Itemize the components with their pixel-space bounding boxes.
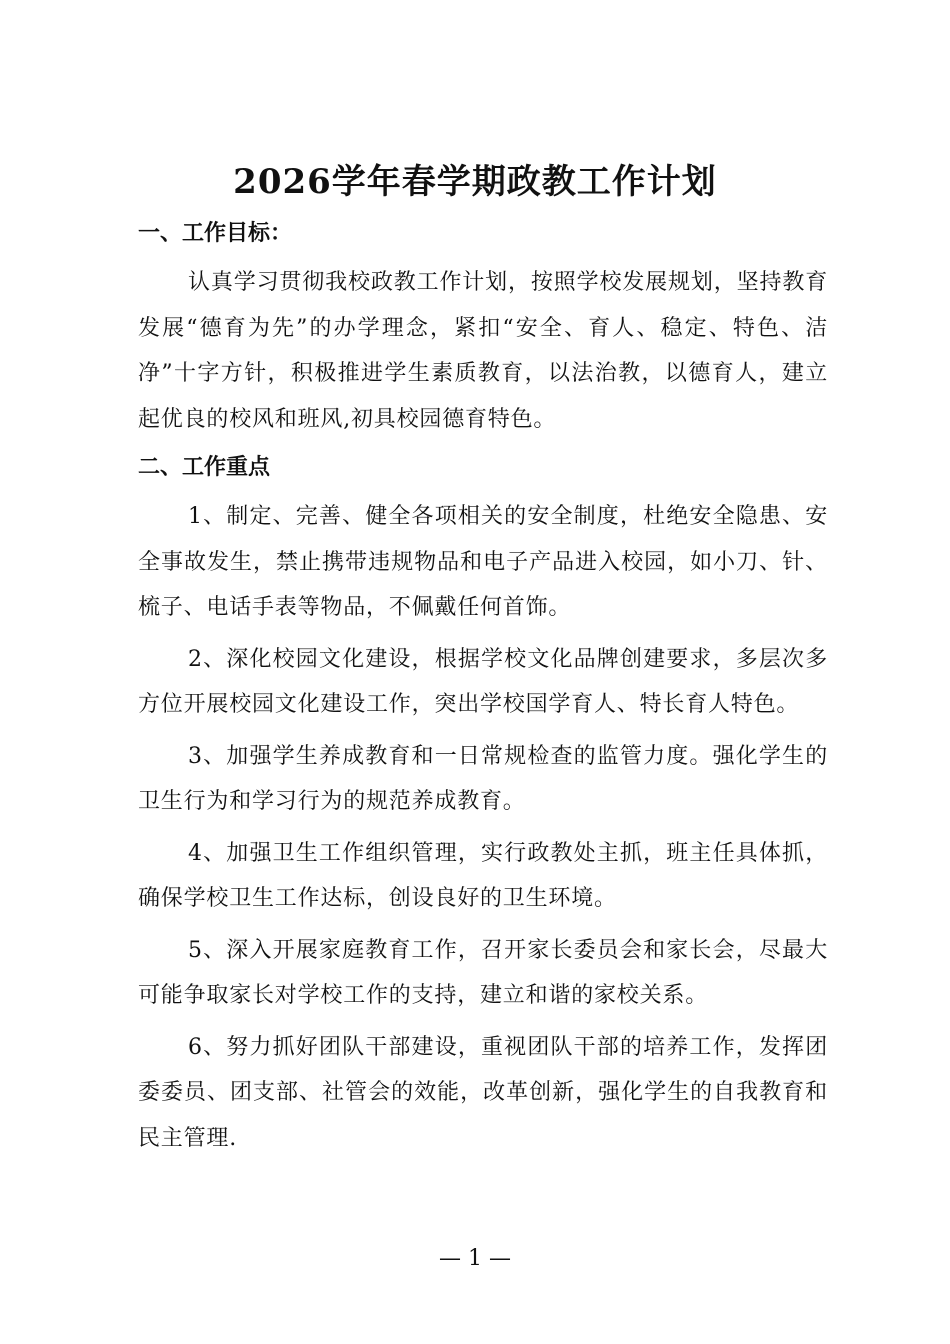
section-heading-key-tasks: 二、工作重点 (138, 455, 271, 480)
key-task-item-2: 2、深化校园文化建设，根据学校文化品牌创建要求，多层次多方位开展校园文化建设工作，突出学校国学育人、特长育人特色。 (138, 646, 828, 717)
section-heading-goals: 一、工作目标： (138, 221, 293, 246)
document-title: 2026学年春学期政教工作计划 (233, 162, 717, 202)
document-body (138, 214, 828, 1167)
goals-paragraph: 认真学习贯彻我校政教工作计划，按照学校发展规划，坚持教育发展“德育为先”的办学理念，紧扣“安全、育人、稳定、特色、洁净”十字方针，积极推进学生素质教育，以法治教，以德育人，建立起优良的校风和班风,初具校园德育特色。 (138, 270, 828, 432)
key-task-item-5: 5、深入开展家庭教育工作，召开家长委员会和家长会，尽最大可能争取家长对学校工作的支持，建立和谐的家校关系。 (138, 937, 828, 1008)
key-task-item-4: 4、加强卫生工作组织管理，实行政教处主抓，班主任具体抓，确保学校卫生工作达标，创设良好的卫生环境。 (138, 840, 828, 911)
key-task-item-3: 3、加强学生养成教育和一日常规检查的监管力度。强化学生的卫生行为和学习行为的规范养成教育。 (138, 743, 828, 814)
key-task-item-1: 1、制定、完善、健全各项相关的安全制度，杜绝安全隐患、安全事故发生，禁止携带违规物品和电子产品进入校园，如小刀、针、梳子、电话手表等物品，不佩戴任何首饰。 (138, 504, 828, 620)
page-number: — 1 — (439, 1246, 511, 1271)
key-task-item-6: 6、努力抓好团队干部建设，重视团队干部的培养工作，发挥团委委员、团支部、社管会的效能，改革创新，强化学生的自我教育和民主管理. (138, 1034, 828, 1151)
